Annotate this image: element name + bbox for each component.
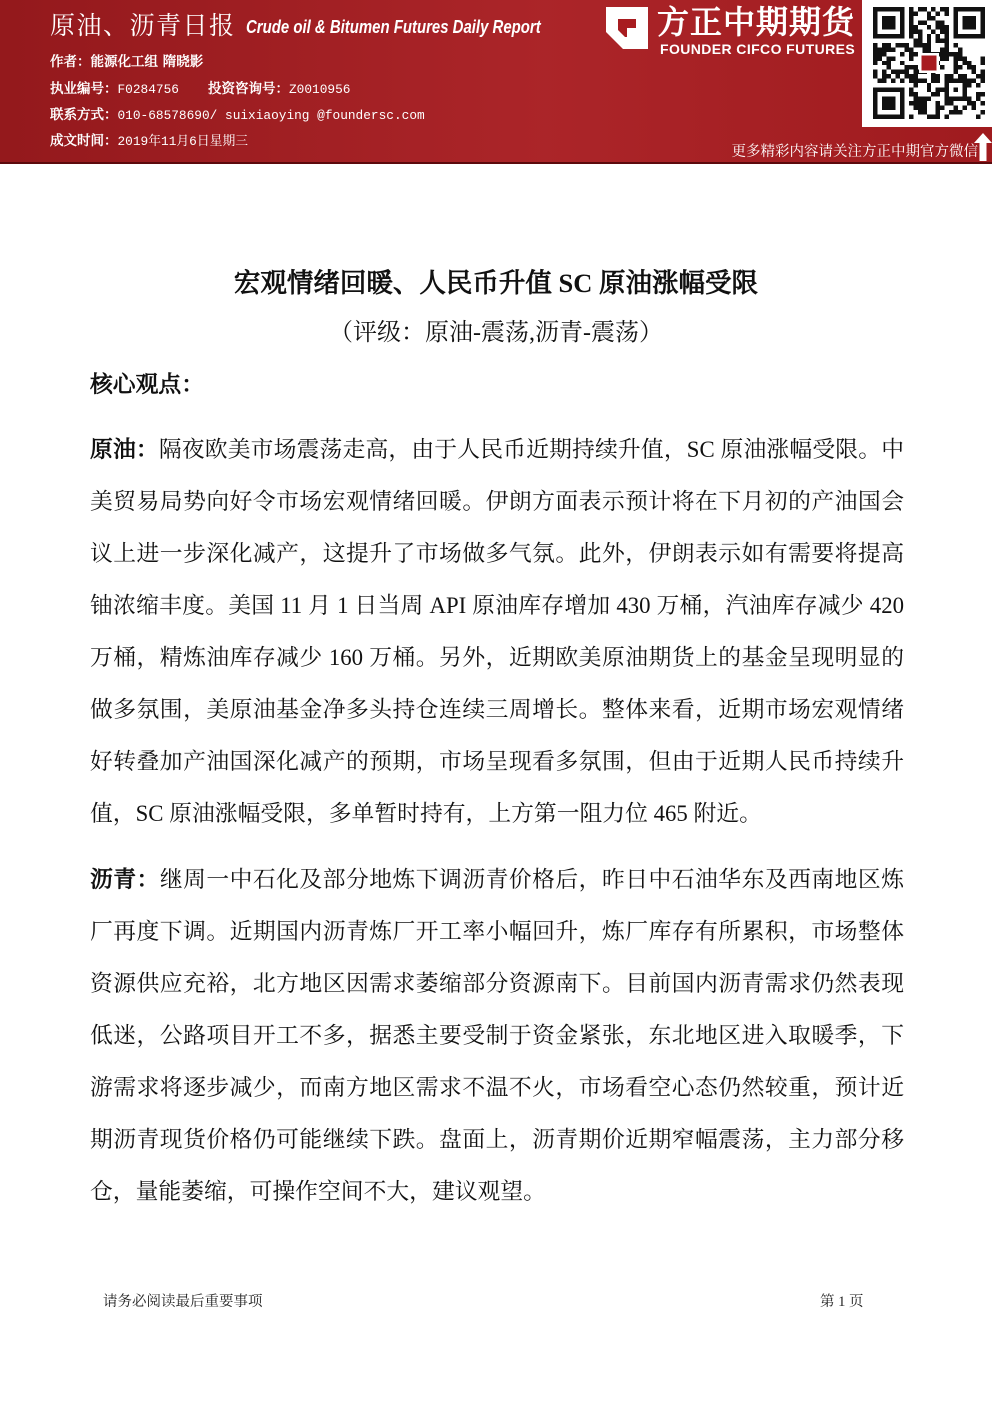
rating-subtitle: （评级：原油-震荡,沥青-震荡） <box>329 320 663 346</box>
report-title: 原油、沥青日报 <box>50 11 236 40</box>
date-value: 2019年11月6日星期三 <box>117 134 249 149</box>
author-label: 作者： <box>50 54 91 70</box>
founder-logo-icon <box>603 4 651 52</box>
footer-notice: 请务必阅读最后重要事项 <box>103 1294 263 1310</box>
follow-wechat-text: 更多精彩内容请关注方正中期官方微信 <box>731 144 978 160</box>
core-view-heading: 核心观点： <box>90 372 204 397</box>
qr-code-panel <box>862 0 992 127</box>
contact-line <box>50 106 425 124</box>
license-line <box>50 80 351 98</box>
license-label: 执业编号： <box>50 81 118 97</box>
crude-oil-paragraph <box>90 424 904 840</box>
report-title-en: Crude oil & Bitumen Futures Daily Report <box>246 17 541 37</box>
consult-group <box>208 80 350 99</box>
page-title: 宏观情绪回暖、人民币升值 SC 原油涨幅受限 <box>233 268 759 298</box>
qr-code-icon <box>873 7 985 119</box>
author-line <box>50 53 203 71</box>
brand-name-en: FOUNDER CIFCO FUTURES <box>660 41 856 57</box>
crude-oil-text: 隔夜欧美市场震荡走高，由于人民币近期持续升值，SC 原油涨幅受限。中美贸易局势向好令市场宏观情绪回暖。伊朗方面表示预计将在下月初的产油国会议上进一步深化减产，这提升了市场做多气氛。此外，伊朗表示如有需要将提高铀浓缩丰度。美国 11 月 1 日当周 API 原油库存增加 430 万桶，汽油库存减少 420 万桶，精炼油库存减少 160 万桶。另外，近期欧美原油期货上的基金呈现明显的做多氛围，美原油基金净多头持仓连续三周增长。整体来看，近期市场宏观情绪好转叠加产油国深化减产的预期，市场呈现看多氛围，但由于近期人民币持续升值，SC 原油涨幅受限，多单暂时持有，上方第一阻力位 465 附近。 <box>90 437 904 826</box>
date-line <box>50 132 248 150</box>
license-value: F0284756 <box>117 82 179 97</box>
brand-name: 方正中期期货 <box>657 3 856 41</box>
report-header <box>0 0 992 164</box>
bitumen-label: 沥青： <box>90 867 160 892</box>
date-label: 成文时间： <box>50 133 118 149</box>
page-number: 第 1 页 <box>820 1294 864 1310</box>
crude-oil-label: 原油： <box>90 437 159 462</box>
arrow-up-icon <box>974 133 992 161</box>
contact-label: 联系方式： <box>50 107 118 123</box>
author-value: 能源化工组 隋晓影 <box>90 54 204 70</box>
bitumen-text: 继周一中石化及部分地炼下调沥青价格后，昨日中石油华东及西南地区炼厂再度下调。近期国内沥青炼厂开工率小幅回升，炼厂库存有所累积，市场整体资源供应充裕，北方地区因需求萎缩部分资源南下。目前国内沥青需求仍然表现低迷，公路项目开工不多，据悉主要受制于资金紧张，东北地区进入取暖季，下游需求将逐步减少，而南方地区需求不温不火，市场看空心态仍然较重，预计近期沥青现货价格仍可能继续下跌。盘面上，沥青期价近期窄幅震荡，主力部分移仓，量能萎缩，可操作空间不大，建议观望。 <box>90 867 905 1204</box>
bitumen-paragraph <box>90 854 904 1218</box>
qr-center-logo <box>921 55 936 70</box>
consult-value: Z0010956 <box>289 82 351 97</box>
contact-value: 010-68578690/ suixiaoying @foundersc.com <box>117 108 425 123</box>
consult-label: 投资咨询号： <box>208 81 289 97</box>
